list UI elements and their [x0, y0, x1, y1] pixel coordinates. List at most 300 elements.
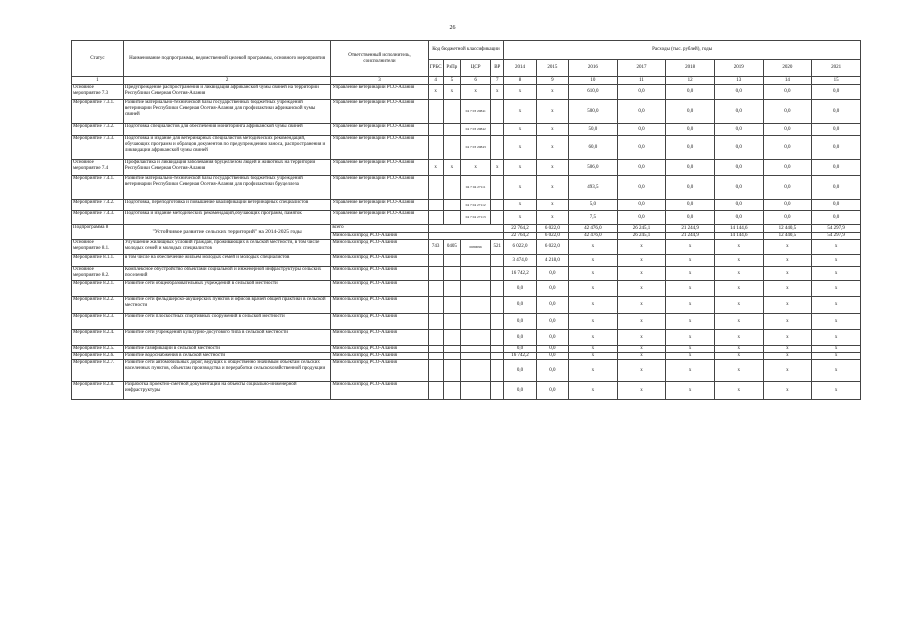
subprogram-executor-value: 54 297,9 — [812, 233, 861, 240]
row-code — [491, 382, 504, 400]
row-code: 0405 — [443, 240, 460, 255]
row-status: Мероприятие 8.2.4. — [72, 330, 124, 346]
row-code: х — [428, 85, 443, 100]
row-value: х — [763, 314, 812, 330]
row-value: 0,0 — [617, 160, 666, 176]
row-code — [461, 281, 491, 297]
row-value: х — [569, 353, 618, 360]
header-code: ВР — [491, 60, 504, 77]
row-code — [491, 255, 504, 267]
row-value: 500,0 — [569, 100, 618, 124]
empty-cell — [428, 233, 504, 240]
row-code: х — [491, 85, 504, 100]
row-value: х — [812, 267, 861, 281]
row-code — [443, 200, 460, 211]
row-code: 04 7 03 20842 — [461, 124, 491, 136]
row-name: Развитие сети автомобильных дорог, ведущих к общественно значимым объектам сельских населенных пунктов, объектам производства и переработки сельскохозяйственной продукции — [123, 360, 330, 382]
row-value: х — [536, 176, 568, 200]
table-row — [72, 136, 861, 160]
row-value: 0,0 — [714, 100, 763, 124]
row-executor: Минсельхозпрод РСО-Алания — [331, 314, 428, 330]
empty-cell — [428, 225, 504, 233]
row-executor: Минсельхозпрод РСО-Алания — [331, 240, 428, 255]
header-year: 2017 — [617, 60, 666, 77]
row-value: х — [617, 330, 666, 346]
row-value: х — [617, 314, 666, 330]
row-status: Мероприятие 8.2.6. — [72, 353, 124, 360]
header-year: 2014 — [504, 60, 536, 77]
subprogram-total-value: 22 764,2 — [504, 225, 536, 233]
row-value: х — [666, 255, 715, 267]
table-row — [72, 211, 861, 225]
row-value: х — [536, 200, 568, 211]
row-value: х — [569, 346, 618, 353]
row-value: х — [504, 124, 536, 136]
row-code: х — [428, 160, 443, 176]
row-value: 5,0 — [569, 200, 618, 211]
row-code — [428, 136, 443, 160]
header-code-group: Код бюджетной классификации — [428, 41, 504, 60]
row-code — [491, 281, 504, 297]
table-row — [72, 267, 861, 281]
column-number: 2 — [123, 77, 330, 85]
row-value: х — [714, 281, 763, 297]
row-value: 0,0 — [666, 176, 715, 200]
row-name: Развитие сети фельдшерско-акушерских пунктов и офисов врачей общей практики в сельской местности — [123, 297, 330, 314]
row-value: х — [569, 267, 618, 281]
row-executor: Управление ветеринарии РСО-Алания — [331, 200, 428, 211]
row-code — [428, 281, 443, 297]
row-value: 0,0 — [666, 200, 715, 211]
row-status: Мероприятие 8.2.7. — [72, 360, 124, 382]
row-executor: Управление ветеринарии РСО-Алания — [331, 211, 428, 225]
column-number: 15 — [812, 77, 861, 85]
row-value: х — [569, 255, 618, 267]
row-value: 0,0 — [504, 360, 536, 382]
subprogram-executor: Минсельхозпрод РСО-Алания — [331, 233, 428, 240]
row-value: 7,5 — [569, 211, 618, 225]
row-value: 0,0 — [536, 346, 568, 353]
subprogram-executor-value: 12 440,5 — [763, 233, 812, 240]
row-code — [428, 360, 443, 382]
row-code — [491, 211, 504, 225]
row-value: х — [617, 382, 666, 400]
row-value: 0,0 — [763, 136, 812, 160]
row-code — [443, 353, 460, 360]
row-value: 0,0 — [666, 85, 715, 100]
row-code — [461, 346, 491, 353]
row-name: Подготовка и издание методических рекомендаций,обучающих программ, памяток — [123, 211, 330, 225]
row-status: Мероприятие 8.2.5. — [72, 346, 124, 353]
row-value: х — [812, 382, 861, 400]
row-value: х — [617, 346, 666, 353]
row-executor: Управление ветеринарии РСО-Алания — [331, 176, 428, 200]
row-executor: Минсельхозпрод РСО-Алания — [331, 267, 428, 281]
table-row — [72, 281, 861, 297]
row-value: 0,0 — [536, 297, 568, 314]
row-value: 0,0 — [714, 136, 763, 160]
row-value: х — [714, 353, 763, 360]
row-value: х — [504, 100, 536, 124]
header-executor: Ответственный исполнитель, соисполнители — [331, 41, 428, 77]
row-code: х — [491, 160, 504, 176]
table-row — [72, 255, 861, 267]
row-name: Развитие сети общеобразовательных учреждений в сельской местности — [123, 281, 330, 297]
row-value: х — [763, 240, 812, 255]
row-status: Мероприятие 8.2.8. — [72, 382, 124, 400]
row-code — [491, 136, 504, 160]
row-value: 0,0 — [536, 330, 568, 346]
row-code — [428, 382, 443, 400]
row-value: х — [617, 360, 666, 382]
row-code — [461, 267, 491, 281]
row-status: Мероприятие 8.2.2. — [72, 297, 124, 314]
row-value: х — [812, 240, 861, 255]
subprogram-total-value: 42 476,0 — [569, 225, 618, 233]
table-row — [72, 297, 861, 314]
row-executor: Минсельхозпрод РСО-Алания — [331, 346, 428, 353]
row-value: 0,0 — [812, 100, 861, 124]
row-name: Развитие материально-технической базы государственных бюджетных учреждений ветеринарии Республики Северная Осетия-Алания для профилактики бруцеллеза — [123, 176, 330, 200]
row-value: х — [812, 297, 861, 314]
column-number: 12 — [666, 77, 715, 85]
row-value: х — [763, 297, 812, 314]
row-value: 6 022,0 — [504, 240, 536, 255]
row-value: х — [812, 330, 861, 346]
row-code — [461, 382, 491, 400]
row-code — [491, 200, 504, 211]
row-value: 0,0 — [714, 85, 763, 100]
row-value: х — [617, 297, 666, 314]
row-value: х — [536, 100, 568, 124]
row-executor: Минсельхозпрод РСО-Алания — [331, 281, 428, 297]
table-row — [72, 200, 861, 211]
row-value: х — [714, 330, 763, 346]
row-code — [491, 176, 504, 200]
row-value: х — [536, 211, 568, 225]
column-number: 9 — [536, 77, 568, 85]
row-status: Основное мероприятие 7.4 — [72, 160, 124, 176]
row-value: х — [714, 297, 763, 314]
subprogram-total-value: 26 245,1 — [617, 225, 666, 233]
row-value: 0,0 — [714, 124, 763, 136]
row-value: 4 218,0 — [536, 255, 568, 267]
row-code: 0680096 — [461, 240, 491, 255]
table-row — [72, 314, 861, 330]
row-value: 0,0 — [763, 211, 812, 225]
row-value: х — [666, 297, 715, 314]
row-value: х — [812, 353, 861, 360]
row-code — [461, 314, 491, 330]
row-value: х — [812, 255, 861, 267]
row-value: х — [536, 124, 568, 136]
table-row — [72, 85, 861, 100]
row-code — [428, 267, 443, 281]
column-number: 11 — [617, 77, 666, 85]
row-code — [428, 100, 443, 124]
row-executor: Управление ветеринарии РСО-Алания — [331, 124, 428, 136]
row-executor: Управление ветеринарии РСО-Алания — [331, 136, 428, 160]
row-value: 0,0 — [617, 124, 666, 136]
row-executor: Минсельхозпрод РСО-Алания — [331, 255, 428, 267]
row-value: 0,0 — [714, 200, 763, 211]
row-name: Комплексное обустройство объектами социальной и инженерной инфраструктуры сельских поселений — [123, 267, 330, 281]
row-value: 60,0 — [569, 136, 618, 160]
row-code — [491, 124, 504, 136]
row-value: 0,0 — [504, 330, 536, 346]
row-status: Мероприятие 7.3.1. — [72, 100, 124, 124]
subprogram-executor-value: 26 245,1 — [617, 233, 666, 240]
row-code — [443, 255, 460, 267]
row-code: х — [443, 160, 460, 176]
row-value: х — [617, 353, 666, 360]
row-value: 6 022,0 — [536, 240, 568, 255]
row-code: 743 — [428, 240, 443, 255]
row-code — [428, 124, 443, 136]
table-row — [72, 382, 861, 400]
header-status: Статус — [72, 41, 124, 77]
row-status: Мероприятие 7.3.2. — [72, 124, 124, 136]
subprogram-total-value: 6 022,0 — [536, 225, 568, 233]
row-executor: Минсельхозпрод РСО-Алания — [331, 330, 428, 346]
row-value: х — [617, 255, 666, 267]
table-row — [72, 353, 861, 360]
row-value: х — [763, 353, 812, 360]
row-code — [443, 346, 460, 353]
subprogram-status: Подпрограмма 8 — [72, 225, 124, 240]
row-value: 610,0 — [569, 85, 618, 100]
row-value: 0,0 — [666, 160, 715, 176]
row-status: Мероприятие 7.4.2. — [72, 200, 124, 211]
row-value: х — [763, 382, 812, 400]
row-code: х — [461, 160, 491, 176]
subprogram-executor-value: 14 144,6 — [714, 233, 763, 240]
row-value: х — [536, 136, 568, 160]
header-year: 2019 — [714, 60, 763, 77]
row-value: х — [569, 382, 618, 400]
row-value: 0,0 — [617, 100, 666, 124]
row-executor: Управление ветеринарии РСО-Алания — [331, 160, 428, 176]
row-value: 0,0 — [714, 211, 763, 225]
row-value: х — [617, 267, 666, 281]
row-executor: Минсельхозпрод РСО-Алания — [331, 382, 428, 400]
subprogram-executor-value: 22 764,2 — [504, 233, 536, 240]
row-value: х — [569, 360, 618, 382]
row-name: Развитие водоснабжения в сельской местности — [123, 353, 330, 360]
row-code — [443, 281, 460, 297]
row-code: 04 7 04 27113 — [461, 211, 491, 225]
row-name: Развитие материально-технической базы государственных бюджетных учреждений ветеринарии Республики Северная Осетия-Алания для профилактики африканской чумы свиней — [123, 100, 330, 124]
row-executor: Управление ветеринарии РСО-Алания — [331, 100, 428, 124]
row-value: 0,0 — [536, 360, 568, 382]
row-value: 0,0 — [763, 124, 812, 136]
row-value: х — [763, 346, 812, 353]
row-code — [428, 314, 443, 330]
subprogram-total-row — [72, 225, 861, 233]
row-value: 0,0 — [617, 211, 666, 225]
row-name: Улучшение жилищных условий граждан, проживающих в сельской местности, в том числе молодых семей и молодых специалистов — [123, 240, 330, 255]
row-value: 0,0 — [812, 211, 861, 225]
subprogram-name: "Устойчивое развитие сельских территорий" на 2014-2025 годы — [123, 225, 330, 240]
row-value: х — [504, 211, 536, 225]
row-value: х — [666, 360, 715, 382]
row-value: х — [504, 200, 536, 211]
row-value: 0,0 — [504, 297, 536, 314]
row-code — [428, 330, 443, 346]
row-code — [443, 136, 460, 160]
row-value: 0,0 — [666, 124, 715, 136]
row-code — [428, 176, 443, 200]
row-code — [461, 360, 491, 382]
budget-table — [71, 40, 861, 400]
row-code — [491, 346, 504, 353]
header-code: ЦСР — [461, 60, 491, 77]
row-value: 0,0 — [812, 200, 861, 211]
row-value: 0,0 — [666, 100, 715, 124]
row-code — [491, 360, 504, 382]
row-executor: Минсельхозпрод РСО-Алания — [331, 297, 428, 314]
table-row — [72, 176, 861, 200]
table-row — [72, 240, 861, 255]
row-code: 521 — [491, 240, 504, 255]
row-name: Развитие сети учреждений культурно-досугового типа в сельской местности — [123, 330, 330, 346]
row-value: 3 474,0 — [504, 255, 536, 267]
row-value: 0,0 — [504, 314, 536, 330]
subprogram-executor-value: 21 244,9 — [666, 233, 715, 240]
row-code: 04 7 04 27111 — [461, 176, 491, 200]
row-value: 0,0 — [617, 85, 666, 100]
row-value: х — [569, 314, 618, 330]
row-value: 0,0 — [812, 85, 861, 100]
header-year: 2020 — [763, 60, 812, 77]
row-value: х — [666, 240, 715, 255]
row-value: 50,0 — [569, 124, 618, 136]
row-value: 0,0 — [536, 267, 568, 281]
row-status: Мероприятие 8.1.1. — [72, 255, 124, 267]
row-name: Профилактика и ликвидация заболевания бруцеллезом людей и животных на территории Республики Северная Осетия-Алания — [123, 160, 330, 176]
row-name: Разработка проектно-сметной документации на объекты социально-инженерной инфраструктуры — [123, 382, 330, 400]
row-value: 0,0 — [763, 85, 812, 100]
row-status: Мероприятие 7.3.3. — [72, 136, 124, 160]
row-value: х — [812, 281, 861, 297]
row-value: х — [714, 314, 763, 330]
header-code: РзПр — [443, 60, 460, 77]
row-value: х — [569, 281, 618, 297]
row-code — [491, 314, 504, 330]
row-code: 04 7 03 20843 — [461, 136, 491, 160]
column-number: 3 — [331, 77, 428, 85]
row-value: 0,0 — [812, 160, 861, 176]
row-value: 0,0 — [812, 136, 861, 160]
row-value: х — [666, 314, 715, 330]
row-code — [428, 353, 443, 360]
row-name: Подготовка, переподготовка и повышение квалификации ветеринарных специалистов — [123, 200, 330, 211]
row-status: Основное мероприятие 7.3 — [72, 85, 124, 100]
header-expenses-group: Расходы (тыс. рублей), годы — [504, 41, 861, 60]
column-number: 13 — [714, 77, 763, 85]
row-code — [443, 100, 460, 124]
column-number: 6 — [461, 77, 491, 85]
row-name: Предупреждение распространения и ликвидация африканской чумы свиней на территории Республики Северная Осетия-Алания — [123, 85, 330, 100]
row-value: 0,0 — [617, 200, 666, 211]
row-value: 0,0 — [504, 382, 536, 400]
row-value: х — [714, 360, 763, 382]
row-value: х — [666, 346, 715, 353]
row-value: 0,0 — [714, 160, 763, 176]
row-value: х — [504, 160, 536, 176]
row-value: х — [666, 353, 715, 360]
header-year: 2018 — [666, 60, 715, 77]
row-code — [428, 297, 443, 314]
row-value: 0,0 — [666, 136, 715, 160]
row-value: 0,0 — [536, 314, 568, 330]
row-code — [461, 297, 491, 314]
row-code — [443, 124, 460, 136]
row-code — [443, 382, 460, 400]
subprogram-executor-value: 6 022,0 — [536, 233, 568, 240]
page-number: 26 — [449, 25, 456, 31]
row-code: х — [443, 85, 460, 100]
row-name: в том числе на обеспечение жильем молодых семей и молодых специалистов — [123, 255, 330, 267]
row-executor: Минсельхозпрод РСО-Алания — [331, 360, 428, 382]
row-value: х — [763, 360, 812, 382]
row-value: 493,5 — [569, 176, 618, 200]
row-value: х — [617, 240, 666, 255]
row-value: х — [763, 255, 812, 267]
row-status: Мероприятие 8.2.3. — [72, 314, 124, 330]
table-row — [72, 124, 861, 136]
row-value: х — [714, 255, 763, 267]
row-value: 0,0 — [617, 176, 666, 200]
header-year: 2015 — [536, 60, 568, 77]
row-code — [461, 330, 491, 346]
row-value: х — [714, 382, 763, 400]
row-status: Мероприятие 7.4.3. — [72, 211, 124, 225]
row-value: 0,0 — [536, 281, 568, 297]
table-row — [72, 346, 861, 353]
row-code — [443, 314, 460, 330]
row-value: х — [714, 346, 763, 353]
row-code — [491, 100, 504, 124]
row-status: Основное мероприятие 8.2. — [72, 267, 124, 281]
row-value: 0,0 — [666, 211, 715, 225]
row-value: 0,0 — [714, 176, 763, 200]
row-value: х — [812, 360, 861, 382]
row-code — [491, 330, 504, 346]
row-value: 0,0 — [617, 136, 666, 160]
row-value: х — [569, 240, 618, 255]
subprogram-total-value: 21 244,9 — [666, 225, 715, 233]
row-code — [428, 346, 443, 353]
row-value: х — [666, 382, 715, 400]
row-code: х — [461, 85, 491, 100]
row-code — [443, 360, 460, 382]
subprogram-total-value: 54 297,9 — [812, 225, 861, 233]
row-value: х — [666, 267, 715, 281]
row-code — [491, 297, 504, 314]
row-status: Мероприятие 7.4.1. — [72, 176, 124, 200]
row-code — [443, 211, 460, 225]
row-value: х — [504, 85, 536, 100]
row-value: 16 742,2 — [504, 353, 536, 360]
row-code — [443, 330, 460, 346]
row-value: х — [763, 330, 812, 346]
column-number: 7 — [491, 77, 504, 85]
row-value: 0,0 — [504, 281, 536, 297]
row-value: х — [666, 281, 715, 297]
row-value: 0,0 — [536, 382, 568, 400]
row-code — [428, 200, 443, 211]
